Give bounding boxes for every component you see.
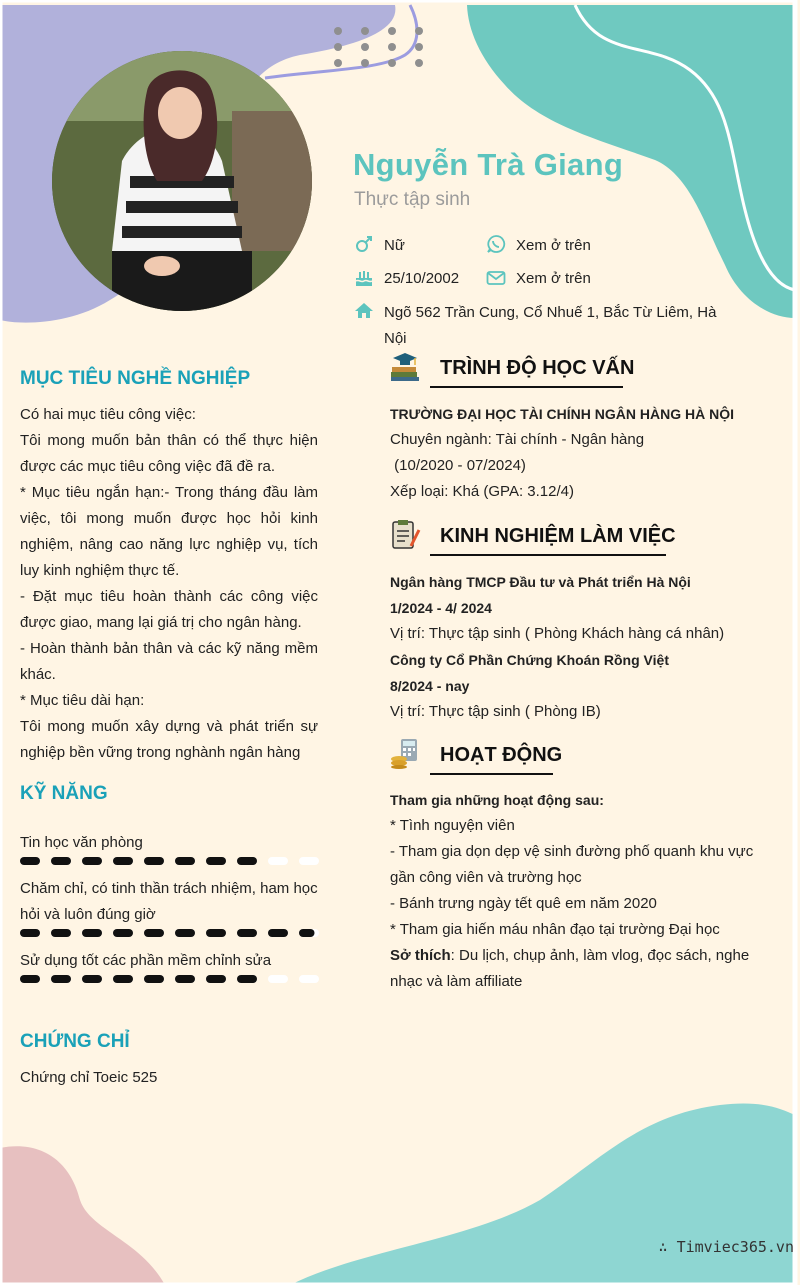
whatsapp-icon <box>486 234 506 254</box>
skill-segment-empty <box>299 857 319 865</box>
skill-segment-filled <box>206 857 226 865</box>
education-block <box>390 401 770 505</box>
objective-line: Tôi mong muốn xây dựng và phát triển sự nghiệp bền vững trong nghành ngân hàng <box>20 718 318 761</box>
skill-segment-filled <box>175 929 195 937</box>
skill-segment-filled <box>237 929 257 937</box>
hobbies <box>390 943 760 995</box>
objective-line: * Mục tiêu ngắn hạn:- Trong tháng đầu làm việc, tôi mong muốn được học hỏi kinh nghiệm, nâng cao năng lực nghiệp vụ, tích luy kinh nghiệm thực tế. <box>20 484 318 579</box>
activity-line: - Tham gia dọn dẹp vệ sinh đường phố quanh khu vực gần công viên và trường học <box>390 843 754 886</box>
gender-icon <box>354 235 374 255</box>
activities-underline <box>430 773 553 775</box>
phone-value: Xem ở trên <box>516 237 591 254</box>
skill-segment-filled <box>299 929 315 937</box>
certificate-item: Chứng chỉ Toeic 525 <box>20 1069 158 1086</box>
activities-block <box>390 787 760 995</box>
skill-segment-filled <box>20 857 40 865</box>
skill-segment-filled <box>20 929 40 937</box>
job-period: 8/2024 - nay <box>390 678 470 694</box>
objective-line: - Hoàn thành bản thân và các kỹ năng mềm khác. <box>20 640 318 683</box>
skill-label: Sử dụng tốt các phần mềm chỉnh sửa <box>20 952 272 969</box>
skill-segment-empty <box>268 857 288 865</box>
job-company: Ngân hàng TMCP Đầu tư và Phát triển Hà Nội <box>390 574 691 590</box>
major: Chuyên ngành: Tài chính - Ngân hàng <box>390 431 645 448</box>
envelope-icon <box>486 268 506 288</box>
skill-segment-filled <box>144 929 164 937</box>
activities-heading: HOẠT ĐỘNG <box>440 744 563 766</box>
objective-line: * Mục tiêu dài hạn: <box>20 692 145 709</box>
skill-bar <box>20 974 320 984</box>
skill-segment-filled <box>206 929 226 937</box>
clipboard-icon <box>389 518 421 550</box>
skill-label: Chăm chỉ, có tinh thần trách nhiệm, ham học hỏi và luôn đúng giờ <box>20 880 318 923</box>
job-company: Công ty Cổ Phần Chứng Khoán Rồng Việt <box>390 652 669 668</box>
skill-segment-filled <box>113 857 133 865</box>
birthday-value: 25/10/2002 <box>384 270 460 287</box>
teal-blob-bottom <box>290 1103 795 1285</box>
experience-block <box>390 569 770 725</box>
skill-segment-filled <box>51 929 71 937</box>
skill-bar <box>20 856 320 866</box>
skill-segment-filled <box>237 857 257 865</box>
grade: Xếp loại: Khá (GPA: 3.12/4) <box>390 483 574 500</box>
skill-segment-filled <box>51 975 71 983</box>
school-name: TRƯỜNG ĐẠI HỌC TÀI CHÍNH NGÂN HÀNG HÀ NỘI <box>390 406 734 422</box>
skill-segment-filled <box>82 857 102 865</box>
candidate-name: Nguyễn Trà Giang <box>353 147 624 182</box>
skill-segment-filled <box>82 975 102 983</box>
skill-segment-filled <box>113 975 133 983</box>
skill-segment-filled <box>237 975 257 983</box>
skill-segment-empty <box>299 975 319 983</box>
objective-line: Tôi mong muốn bản thân có thể thực hiện được các mục tiêu công việc đã đề ra. <box>20 432 318 475</box>
job-period: 1/2024 - 4/ 2024 <box>390 600 492 616</box>
hobby-text: : Du lịch, chụp ảnh, làm vlog, đọc sách, nghe nhạc và làm affiliate <box>390 947 750 990</box>
skill-segment-filled <box>20 975 40 983</box>
address-value: Ngõ 562 Trần Cung, Cổ Nhuế 1, Bắc Từ Liêm, Hà Nội <box>384 304 717 347</box>
job-role: Vị trí: Thực tập sinh ( Phòng IB) <box>390 703 601 720</box>
objective-text <box>20 402 318 766</box>
skill-segment-filled <box>175 857 195 865</box>
pink-blob <box>0 1146 165 1285</box>
skill-label: Tin học văn phòng <box>20 834 143 851</box>
skill-segment-filled <box>144 975 164 983</box>
job-role: Vị trí: Thực tập sinh ( Phòng Khách hàng cá nhân) <box>390 625 725 642</box>
activity-line: - Bánh trưng ngày tết quê em năm 2020 <box>390 895 657 912</box>
books-graduation-cap-icon <box>389 350 421 382</box>
activities-intro: Tham gia những hoạt động sau: <box>390 792 604 808</box>
watermark: ∴ Timviec365.vn <box>658 1238 794 1256</box>
experience-heading: KINH NGHIỆM LÀM VIỆC <box>440 525 676 547</box>
skill-segment-filled <box>268 929 288 937</box>
skill-segment-filled <box>51 857 71 865</box>
skill-bar <box>20 928 320 938</box>
education-period: (10/2020 - 07/2024) <box>390 457 526 474</box>
skill-segment-filled <box>206 975 226 983</box>
skill-segment-filled <box>113 929 133 937</box>
objective-heading: MỤC TIÊU NGHỀ NGHIỆP <box>20 368 251 389</box>
skills-heading: KỸ NĂNG <box>20 783 108 804</box>
hobby-label: Sở thích <box>390 947 451 964</box>
education-underline <box>430 386 623 388</box>
home-icon <box>354 301 374 321</box>
calculator-coins-icon <box>389 737 421 769</box>
activity-line: * Tham gia hiến máu nhân đạo tại trường Đại học <box>390 921 720 938</box>
education-heading: TRÌNH ĐỘ HỌC VẤN <box>440 357 635 379</box>
email-value: Xem ở trên <box>516 270 591 287</box>
skill-segment-filled <box>144 857 164 865</box>
activity-line: * Tình nguyện viên <box>390 817 515 834</box>
skill-segment-empty <box>268 975 288 983</box>
profile-photo <box>52 51 312 311</box>
experience-underline <box>430 554 666 556</box>
certificates-heading: CHỨNG CHỈ <box>20 1031 130 1052</box>
skill-segment-filled <box>175 975 195 983</box>
gender-value: Nữ <box>384 237 405 254</box>
objective-line: Có hai mục tiêu công việc: <box>20 406 196 423</box>
job-title: Thực tập sinh <box>354 189 471 210</box>
skill-segment-filled <box>82 929 102 937</box>
cake-icon <box>354 268 374 288</box>
objective-line: - Đặt mục tiêu hoàn thành các công việc được giao, mang lại giá trị cho ngân hàng. <box>20 588 318 631</box>
